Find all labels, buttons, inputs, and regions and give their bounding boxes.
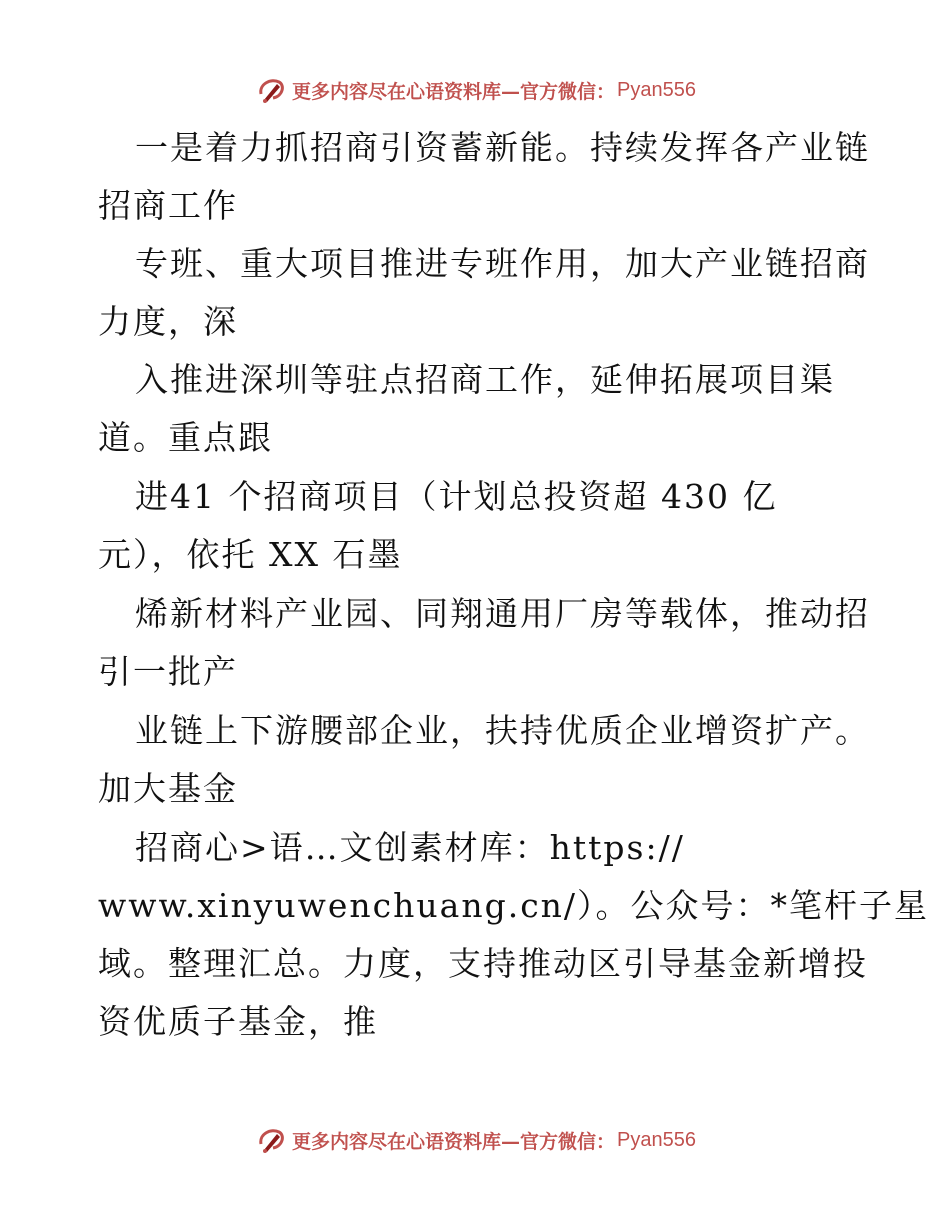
body-line: 招商工作 xyxy=(98,186,238,225)
body-line: 力度，深 xyxy=(98,302,238,341)
body-line: 招商心>语…文创素材库：https:// xyxy=(135,828,685,867)
body-line: 引一批产 xyxy=(98,652,238,691)
body-line: 一是着力抓招商引资蓄新能。持续发挥各产业链 xyxy=(135,128,870,167)
footer-banner xyxy=(0,1120,950,1160)
banner-text: 更多内容尽在心语资料库—官方微信： xyxy=(292,1130,616,1153)
wechat-id: Pyan556 xyxy=(617,78,696,101)
body-line: 进41 个招商项目（计划总投资超 430 亿 xyxy=(135,477,778,516)
body-line: 烯新材料产业园、同翔通用厂房等载体，推动招 xyxy=(135,594,870,633)
wechat-id: Pyan556 xyxy=(617,1128,696,1151)
body-line: 加大基金 xyxy=(98,769,238,808)
pen-swirl-logo-icon xyxy=(254,73,288,107)
body-line: 专班、重大项目推进专班作用，加大产业链招商 xyxy=(135,244,870,283)
body-line: 入推进深圳等驻点招商工作，延伸拓展项目渠 xyxy=(135,360,835,399)
pen-swirl-logo-icon xyxy=(254,1123,288,1157)
body-line: 域。整理汇总。力度，支持推动区引导基金新增投 xyxy=(98,944,868,983)
body-line: 业链上下游腰部企业，扶持优质企业增资扩产。 xyxy=(135,711,870,750)
body-line: 道。重点跟 xyxy=(98,418,273,457)
body-line: www.xinyuwenchuang.cn/）。公众号：*笔杆子星 xyxy=(98,886,930,925)
banner-text: 更多内容尽在心语资料库—官方微信： xyxy=(292,80,616,103)
body-line: 元），依托 XX 石墨 xyxy=(98,535,403,574)
header-banner xyxy=(0,70,950,110)
body-line: 资优质子基金，推 xyxy=(98,1002,378,1041)
